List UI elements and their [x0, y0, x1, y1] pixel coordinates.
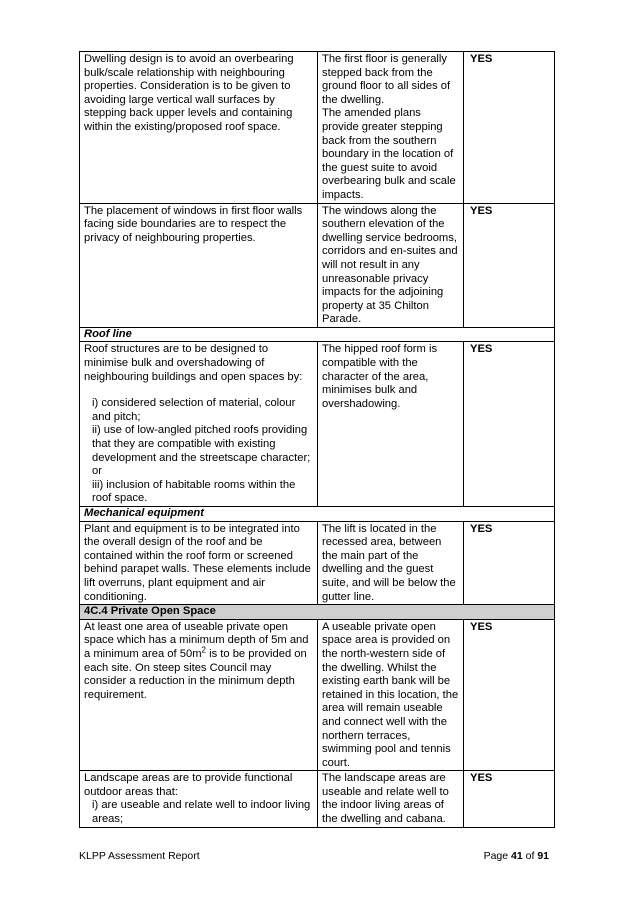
- comment-text: The landscape areas are useable and relate well to the indoor living areas of the dwelling and cabana.: [322, 772, 449, 826]
- criteria-text: Landscape areas are to provide functional outdoor areas that:: [84, 772, 293, 798]
- footer-page-number: [484, 850, 549, 862]
- criteria-list-item: i) are useable and relate well to indoor living areas;: [92, 799, 311, 826]
- verdict-cell: YES: [464, 52, 555, 204]
- criteria-text: Dwelling design is to avoid an overbearing bulk/scale relationship with neighbouring properties. Consideration is to be given to avoiding large vertical wall surfaces by stepping back upper levels and containing within the existing/proposed roof space.: [84, 53, 294, 133]
- section-heading-private-open-space: 4C.4 Private Open Space: [80, 605, 555, 620]
- comment-text: The hipped roof form is compatible with the character of the area, minimises bulk and overshadowing.: [322, 343, 438, 410]
- assessment-table: [79, 51, 555, 828]
- table-row: [80, 203, 555, 327]
- criteria-list-item: ii) use of low-angled pitched roofs providing that they are compatible with existing development and the streetscape character; or: [92, 424, 311, 478]
- page-total: 91: [537, 850, 549, 862]
- criteria-cell: [80, 771, 318, 827]
- comment-text: The amended plans provide greater stepping back from the southern boundary in the location of the guest suite to avoid overbearing bulk and scale impacts.: [322, 107, 456, 201]
- table-row: [80, 342, 555, 507]
- criteria-text: At least one area of useable private open space which has a minimum depth of 5m and a minimum area of 50m: [84, 620, 309, 660]
- comment-text: The windows along the southern elevation of the dwelling service bedrooms, corridors and en-suites and will not result in any unreasonable privacy impacts for the adjoining property at 35 Chilton Parade.: [322, 204, 458, 326]
- criteria-cell: [80, 52, 318, 204]
- spacer: [84, 384, 314, 397]
- criteria-cell: [80, 342, 318, 507]
- criteria-text: Roof structures are to be designed to minimise bulk and overshadowing of neighbouring buildings and open spaces by:: [84, 343, 303, 383]
- comment-text: The first floor is generally stepped back from the ground floor to all sides of the dwelling.: [322, 53, 451, 106]
- verdict-cell: YES: [464, 771, 555, 827]
- comment-cell: [318, 771, 464, 827]
- comment-cell: [318, 52, 464, 204]
- table-row: [80, 52, 555, 204]
- criteria-text: Plant and equipment is to be integrated into the overall design of the roof and be contained within the roof form or screened behind parapet walls. These elements include lift overruns, plant equipment and air conditioning.: [84, 522, 311, 603]
- criteria-cell: [80, 521, 318, 605]
- section-heading-mechanical-equipment: Mechanical equipment: [80, 507, 555, 522]
- criteria-list-item: i) considered selection of material, colour and pitch;: [92, 397, 296, 423]
- comment-text: A useable private open space area is provided on the north-western side of the dwelling. Whilst the existing earth bank will be retained in this location, the area will remain useable and connect well with the northern terraces, swimming pool and tennis court.: [322, 620, 459, 769]
- criteria-text: The placement of windows in first floor walls facing side boundaries are to respect the privacy of neighbouring properties.: [84, 204, 303, 244]
- section-heading-row: [80, 327, 555, 342]
- page-of: of: [522, 850, 538, 862]
- verdict-cell: YES: [464, 521, 555, 605]
- criteria-text: is to be provided on each site. On steep sites Council may consider a reduction in the minimum depth requirement.: [84, 647, 307, 701]
- verdict-cell: YES: [464, 342, 555, 507]
- verdict-cell: YES: [464, 203, 555, 327]
- comment-cell: [318, 521, 464, 605]
- verdict-cell: YES: [464, 619, 555, 771]
- section-heading-roof-line: Roof line: [80, 327, 555, 342]
- page-current: 41: [511, 850, 523, 862]
- table-row: [80, 619, 555, 771]
- superscript: 2: [201, 645, 206, 655]
- comment-text: The lift is located in the recessed area, between the main part of the dwelling and the guest suite, and will be below the gutter line.: [322, 522, 456, 603]
- footer-report-title: KLPP Assessment Report: [79, 850, 200, 862]
- criteria-cell: [80, 619, 318, 771]
- table-row: [80, 521, 555, 605]
- table-row: [80, 771, 555, 827]
- comment-cell: [318, 203, 464, 327]
- comment-cell: [318, 342, 464, 507]
- comment-cell: [318, 619, 464, 771]
- section-heading-row: [80, 605, 555, 620]
- criteria-cell: [80, 203, 318, 327]
- section-heading-row: [80, 507, 555, 522]
- criteria-list-item: iii) inclusion of habitable rooms within the roof space.: [92, 478, 296, 505]
- page-prefix: Page: [483, 850, 512, 862]
